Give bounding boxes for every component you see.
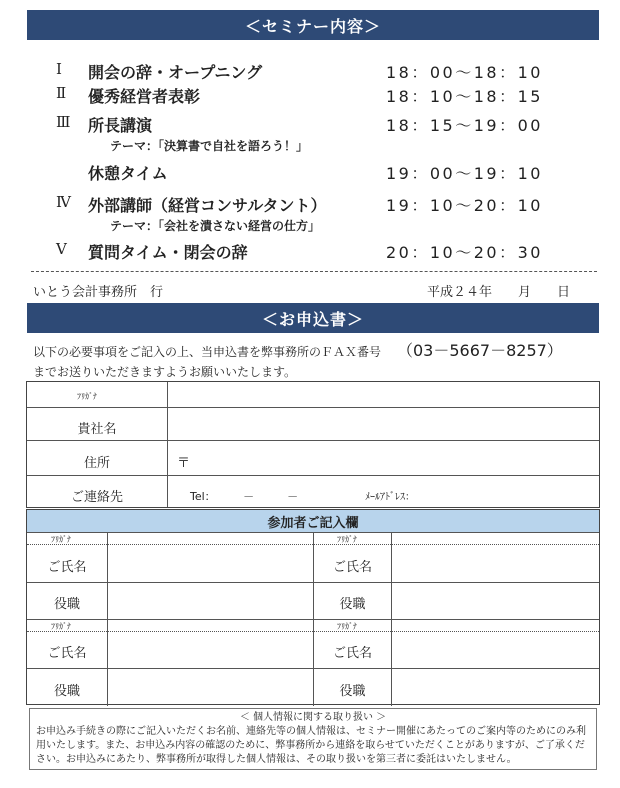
participant-name-label: ご氏名 bbox=[332, 646, 372, 661]
program-time: 18：10～18：15 bbox=[386, 87, 543, 106]
intro-text-2: までお送りいただきますようお願いいたします。 bbox=[33, 365, 297, 379]
furigana-label: ﾌﾘｶﾞﾅ bbox=[337, 535, 357, 544]
participant-1-role-field[interactable] bbox=[113, 585, 308, 616]
participant-name-label: ご氏名 bbox=[47, 646, 87, 661]
participant-role-label: 役職 bbox=[339, 684, 366, 699]
intro-text: 以下の必要事項をご記入の上、当申込書を弊事務所のＦＡＸ番号 bbox=[33, 345, 382, 359]
program-time: 19：10～20：10 bbox=[386, 196, 543, 215]
participant-2-name-field[interactable] bbox=[397, 547, 595, 579]
fax-number: （03－5667－8257） bbox=[397, 341, 563, 360]
lecture-theme: テーマ：「会社を潰さない経営の仕方」 bbox=[110, 219, 321, 233]
program-row bbox=[0, 60, 620, 82]
participant-role-label: 役職 bbox=[53, 684, 80, 699]
program-time: 18：00～18：10 bbox=[386, 63, 543, 82]
participant-role-label: 役職 bbox=[339, 597, 366, 612]
email-field[interactable]: ﾒｰﾙｱﾄﾞﾚｽ： bbox=[365, 492, 415, 503]
participant-3-role-field[interactable] bbox=[113, 671, 308, 702]
participants-table bbox=[26, 509, 600, 705]
program-row bbox=[0, 84, 620, 106]
program-title: 休憩タイム bbox=[88, 164, 168, 183]
program-row bbox=[0, 161, 620, 183]
participant-role-label: 役職 bbox=[53, 597, 80, 612]
privacy-notice-title: ＜ 個人情報に関する取り扱い ＞ bbox=[239, 712, 387, 723]
program-number: Ⅲ bbox=[56, 113, 71, 131]
program-number: Ⅴ bbox=[56, 240, 67, 258]
program-row bbox=[0, 113, 620, 135]
furigana-field[interactable] bbox=[177, 384, 597, 404]
program-title: 優秀経営者表彰 bbox=[88, 87, 201, 106]
program-time: 20：10～20：30 bbox=[386, 243, 543, 262]
program-time: 19：00～19：10 bbox=[386, 164, 543, 183]
participant-2-role-field[interactable] bbox=[397, 585, 595, 616]
program-time: 18：15～19：00 bbox=[386, 116, 543, 135]
contact-label: ご連絡先 bbox=[70, 490, 123, 505]
program-title: 外部講師（経営コンサルタント） bbox=[88, 196, 327, 215]
program-title: 質問タイム・閉会の辞 bbox=[88, 243, 248, 262]
participant-4-name-field[interactable] bbox=[397, 634, 595, 665]
addressee: いとう会計事務所 行 bbox=[33, 285, 164, 300]
participant-name-label: ご氏名 bbox=[332, 560, 372, 575]
seminar-banner: ＜セミナー内容＞ bbox=[27, 10, 599, 40]
furigana-label: ﾌﾘｶﾞﾅ bbox=[337, 622, 357, 631]
participant-4-role-field[interactable] bbox=[397, 671, 595, 702]
program-title: 所長講演 bbox=[88, 116, 153, 135]
privacy-notice bbox=[29, 708, 597, 770]
tel-field[interactable]: Tel： － － bbox=[190, 490, 299, 503]
furigana-label: ﾌﾘｶﾞﾅ bbox=[51, 535, 71, 544]
cut-line bbox=[31, 271, 597, 272]
company-name-label: 貴社名 bbox=[77, 422, 117, 437]
furigana-label: ﾌﾘｶﾞﾅ bbox=[77, 392, 97, 401]
application-banner: ＜お申込書＞ bbox=[27, 303, 599, 333]
address-label: 住所 bbox=[83, 456, 110, 471]
program-number: Ⅰ bbox=[56, 60, 62, 78]
program-number: Ⅳ bbox=[56, 193, 71, 211]
participant-name-label: ご氏名 bbox=[47, 560, 87, 575]
lecture-theme: テーマ：「決算書で自社を語ろう！」 bbox=[110, 139, 309, 153]
program-number: Ⅱ bbox=[56, 84, 67, 102]
participant-1-name-field[interactable] bbox=[113, 547, 308, 579]
company-name-field[interactable] bbox=[177, 410, 597, 438]
address-field[interactable] bbox=[192, 444, 597, 472]
participants-heading: 参加者ご記入欄 bbox=[27, 510, 599, 532]
program-row bbox=[0, 240, 620, 262]
program-title: 開会の辞・オープニング bbox=[88, 63, 263, 82]
furigana-label: ﾌﾘｶﾞﾅ bbox=[51, 622, 71, 631]
date-line: 平成２４年 月 日 bbox=[427, 285, 571, 300]
company-info-table bbox=[26, 381, 600, 508]
program-row bbox=[0, 193, 620, 215]
participant-3-name-field[interactable] bbox=[113, 634, 308, 665]
postal-mark: 〒 bbox=[177, 456, 191, 471]
privacy-notice-body: お申込み手続きの際にご記入いただくお名前、連絡先等の個人情報は、セミナー開催にあたってのご案内等のためにのみ利用いたします。また、お申込み内容の確認のために、弊事務所から連絡を取らせていただくことがありますが、ご了承ください。お申込みにあたり、弊事務所が取得した個人情報は、その取り扱いを第三者に委託はいたしません。 bbox=[36, 726, 586, 765]
